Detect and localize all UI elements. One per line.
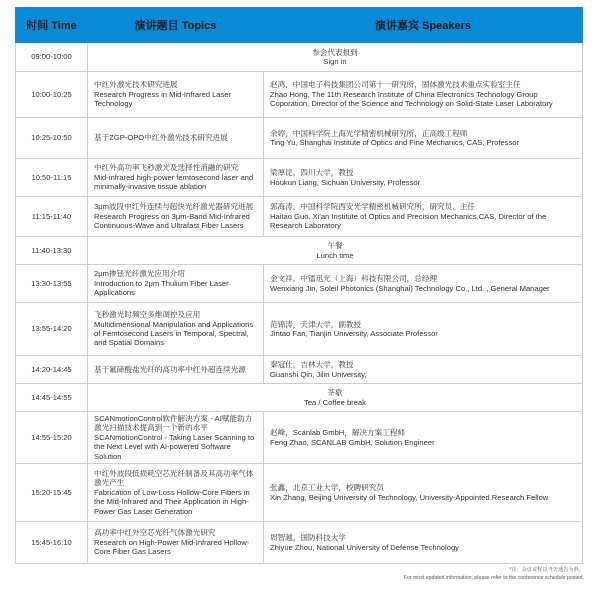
time-cell: 14:55-15:20 bbox=[16, 412, 88, 464]
break-label-en: Sign in bbox=[323, 57, 347, 66]
topic-en: Research Progress on 3μm-Band Mid-Infrared Continuous-Wave and Ultrafast Fiber Lasers bbox=[94, 211, 250, 231]
speaker-cn: 秦冠仕，吉林大学，教授 bbox=[270, 360, 354, 370]
header-row bbox=[16, 8, 583, 43]
topic-cell bbox=[88, 464, 264, 522]
topic-cn: 中红外波段低损耗空芯光纤制备及其高功率气体激光产生 bbox=[94, 469, 254, 488]
speaker-en: Wenxiang Jin, Soleil Photonics (Shanghai) Technology Co., Ltd. , General Manager bbox=[270, 283, 550, 293]
speaker-cn: 余婷，中国科学院上海光学精密机械研究所，正高级工程师 bbox=[270, 128, 468, 138]
topic-cell bbox=[88, 522, 264, 564]
speaker-cell bbox=[264, 464, 583, 522]
time-cell: 11:40-13:30 bbox=[16, 237, 88, 265]
table-row-lunch bbox=[16, 237, 583, 265]
speaker-cn: 赵峰，Scanlab GmbH，解决方案工程师 bbox=[270, 428, 406, 438]
break-label-en: Tea / Coffee break bbox=[304, 397, 366, 407]
break-label-cn: 午餐 bbox=[327, 241, 343, 251]
table-row bbox=[16, 197, 583, 237]
speaker-en: Xin Zhang, Beijing University of Technology, University-Appointed Research Fellow bbox=[270, 492, 549, 502]
header-speakers: 演讲嘉宾 Speakers bbox=[264, 8, 583, 43]
table-row bbox=[16, 356, 583, 384]
speaker-en: Feng Zhao, SCANLAB GmbH, Solution Engineer bbox=[270, 437, 435, 447]
time-cell: 15:20-15:45 bbox=[16, 464, 88, 522]
topic-cn: 飞秒激光时频空多维调控及应用 bbox=[94, 310, 201, 320]
topic-cell bbox=[88, 412, 264, 464]
break-label-cn: 参会代表报到 bbox=[312, 47, 358, 57]
table-row-signin bbox=[16, 43, 583, 72]
speaker-en: Ting Yu, Shanghai Institute of Optics and Fine Mechanics, CAS, Professor bbox=[270, 138, 520, 147]
speaker-cell bbox=[264, 197, 583, 237]
speaker-cn: 周智越，国防科技大学 bbox=[270, 533, 346, 543]
speaker-cn: 赵鸿，中国电子科技集团公司第十一研究所，固体激光技术重点实验室主任 bbox=[270, 80, 521, 90]
time-cell: 11:15-11:40 bbox=[16, 197, 88, 237]
time-cell: 09:00-10:00 bbox=[16, 43, 88, 72]
topic-cn: 3μm波段中红外连续与超快光纤激光器研究进展 bbox=[94, 202, 254, 212]
speaker-en: Zhiyue Zhou, National University of Defense Technology bbox=[270, 542, 459, 552]
topic-cell bbox=[88, 72, 264, 118]
topic-cn: 中红外高功率飞秒激光及选择性消融的研究 bbox=[94, 163, 239, 173]
table-row bbox=[16, 265, 583, 303]
time-cell: 14:45-14:55 bbox=[16, 384, 88, 412]
speaker-cn: 金文祥，中镭迅光（上海）科技有限公司，总经理 bbox=[270, 274, 438, 284]
topic-cell bbox=[88, 356, 264, 384]
table-row bbox=[16, 412, 583, 464]
topic-cn: 2μm掺铥光纤激光应用介绍 bbox=[94, 269, 185, 279]
break-label-en: Lunch time bbox=[316, 250, 354, 260]
topic-en: Multidimensional Manipulation and Applications of Femtosecond Lasers in Temporal, Spectral, and Spatial Domains bbox=[94, 319, 254, 348]
speaker-cn: 郭海涛，中国科学院西安光学精密机械研究所，研究员、主任 bbox=[270, 202, 476, 212]
speaker-cell bbox=[264, 522, 583, 564]
footnote-en: For most updated information, please refer to the conference schedule posted. bbox=[403, 575, 584, 581]
speaker-cell bbox=[264, 265, 583, 303]
footnote bbox=[404, 566, 584, 582]
topic-cell bbox=[88, 197, 264, 237]
table-row-tea-break bbox=[16, 384, 583, 412]
topic-cn: 高功率中红外空芯光纤气体激光研究 bbox=[94, 528, 216, 538]
topic-en: Mid-infrared high-power femtosecond laser and minimally-invasive tissue ablation bbox=[94, 172, 254, 192]
table-row bbox=[16, 303, 583, 356]
speaker-en: Haitao Guo, Xi'an Institute of Optics and Precision Mechanics,CAS, Director of the Research Laboratory bbox=[270, 211, 547, 231]
table-row bbox=[16, 464, 583, 522]
speaker-en: Jintao Fan, Tianjin University, Associate Professor bbox=[270, 329, 438, 338]
topic-cell bbox=[88, 159, 264, 197]
topic-cell bbox=[88, 265, 264, 303]
session-break-cell bbox=[88, 43, 583, 72]
topic-cn: 基于ZGP-OPO中红外激光技术研究进展 bbox=[94, 133, 228, 143]
topic-en: SCANmotionControl - Taking Laser Scanning to the Next Level with AI-powered Software Solution bbox=[94, 432, 255, 461]
header-topics: 演讲题目 Topics bbox=[88, 8, 264, 43]
time-cell: 10:00-10:25 bbox=[16, 72, 88, 118]
speaker-en: Zhao Hong, The 11th Research Institute of China Electronics Technology Group Coporation, Director of the Science and Technology on Solid-State Laser Laboratory bbox=[270, 89, 553, 109]
table-row bbox=[16, 159, 583, 197]
session-break-cell bbox=[88, 237, 583, 265]
time-cell: 10:25-10:50 bbox=[16, 118, 88, 159]
time-cell: 10:50-11:15 bbox=[16, 159, 88, 197]
speaker-cell bbox=[264, 356, 583, 384]
speaker-cell bbox=[264, 303, 583, 356]
topic-cn: SCANmotionControl软件解决方案 - AI赋能助力激光扫描技术提高到一个新的水平 bbox=[94, 414, 253, 433]
topic-cn: 中红外激光技术研究进展 bbox=[94, 80, 178, 90]
table-row bbox=[16, 72, 583, 118]
speaker-cn: 梁厚昆，四川大学，教授 bbox=[270, 168, 354, 178]
speaker-cell bbox=[264, 118, 583, 159]
schedule-table bbox=[15, 7, 583, 564]
topic-cn: 基于氟碲酸盐光纤的高功率中红外超连续光源 bbox=[94, 364, 246, 374]
table-row bbox=[16, 522, 583, 564]
time-cell: 13:30-13:55 bbox=[16, 265, 88, 303]
time-cell: 15:45-16:10 bbox=[16, 522, 88, 564]
topic-cell bbox=[88, 303, 264, 356]
speaker-en: Houkun Liang, Sichuan University, Professor bbox=[270, 177, 421, 187]
speaker-cell bbox=[264, 159, 583, 197]
speaker-cn: 范锦涛，天津大学，副教授 bbox=[270, 319, 362, 329]
session-break-cell bbox=[88, 384, 583, 412]
time-cell: 13:55-14:20 bbox=[16, 303, 88, 356]
topic-en: Introduction to 2μm Thulium Fiber Laser Applications bbox=[94, 278, 229, 298]
topic-cell bbox=[88, 118, 264, 159]
table-row bbox=[16, 118, 583, 159]
topic-en: Fabrication of Low-Loss Hollow-Core Fibers in the Mid-Infrared and Their Application in High-Power Gas Laser Generation bbox=[94, 487, 250, 516]
time-cell: 14:20-14:45 bbox=[16, 356, 88, 384]
topic-en: Research Progress in Mid-Infrared Laser Technology bbox=[94, 89, 232, 109]
speaker-cell bbox=[264, 72, 583, 118]
header-time: 时间 Time bbox=[16, 8, 88, 43]
speaker-cn: 张鑫，北京工业大学，校聘研究员 bbox=[270, 483, 384, 493]
footnote-cn: *注：会议议程以当天通告为准。 bbox=[509, 567, 584, 573]
topic-en: Research on High-Power Mid-Infrared Hollow-Core Fiber Gas Lasers bbox=[94, 537, 250, 557]
speaker-en: Guanshi Qin, Jilin University, bbox=[270, 369, 367, 379]
speaker-cell bbox=[264, 412, 583, 464]
break-label-cn: 茶歇 bbox=[327, 388, 343, 398]
